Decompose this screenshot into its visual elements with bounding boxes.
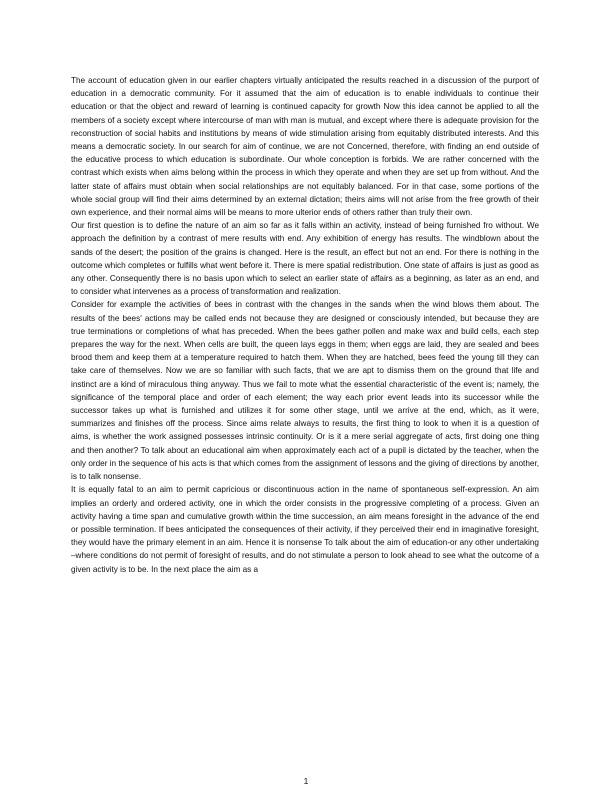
page-number: 1 — [303, 776, 309, 786]
body-text — [71, 74, 539, 576]
paragraph-2: Our first question is to define the nature of an aim so far as it falls within an activity, instead of being furnished fro without. We approach the definition by a contrast of mere results with end. Any exhibition of energy has results. The windblown about the sands of the desert; the position of the grains is changed. Here is the result, an effect but not an end. For there is nothing in the outcome which completes or fulfills what went before it. There is mere spatial redistribution. One state of affairs is just as good as any other. Consequently there is no basis upon which to select an earlier state of affairs as a beginning, as later as an end, and to consider what intervenes as a process of transformation and realization. — [71, 221, 539, 297]
paragraph-1: The account of education given in our earlier chapters virtually anticipated the results reached in a discussion of the purport of education in a democratic community. For it assumed that the aim of education is to enable individuals to continue their education or that the object and reward of learning is continued capacity for growth Now this idea cannot be applied to all the members of a society except where intercourse of man with man is mutual, and except where there is adequate provision for the reconstruction of social habits and institutions by means of wide stimulation arising from equitably distributed interests. And this means a democratic society. In our search for aim of continue, we are not Concerned, therefore, with finding an end outside of the educative process to which education is subordinate. Our whole conception is forbids. We are rather concerned with the contrast which exists when aims belong within the process in which they operate and when they are set up from without. And the latter state of affairs must obtain when social relationships are not equitably balanced. For in that case, some portions of the whole social group will find their aims determined by an external dictation; theirs aims will not arise from the free growth of their own experience, and their normal aims will be means to more ulterior ends of others rather than truly their own. — [71, 76, 539, 218]
paragraph-4: It is equally fatal to an aim to permit capricious or discontinuous action in the name of spontaneous self-expression. An aim implies an orderly and ordered activity, one in which the order consists in the progressive completing of a process. Given an activity having a time span and cumulative growth within the time succession, an aim means foresight in the advance of the end or possible termination. If bees anticipated the consequences of their activity, if they perceived their end in imaginative foresight, they would have the primary element in an aim. Hence it is nonsense To talk about the aim of education-or any other undertaking –where conditions do not permit of foresight of results, and do not stimulate a person to look ahead to see what the outcome of a given activity is to be. In the next place the aim as a — [71, 485, 539, 574]
paragraph-3: Consider for example the activities of bees in contrast with the changes in the sands when the wind blows them about. The results of the bees' actions may be called ends not because they are designed or consciously intended, but because they are true terminations or completions of what has preceded. When the bees gather pollen and make wax and build cells, each step prepares the way for the next. When cells are built, the queen lays eggs in them; when eggs are laid, they are sealed and bees brood them and keep them at a temperature required to hatch them. When they are hatched, bees feed the young till they can take care of themselves. Now we are so familiar with such facts, that we are apt to dismiss them on the ground that life and instinct are a kind of miraculous thing anyway. Thus we fail to mote what the essential characteristic of the event is; namely, the significance of the temporal place and order of each element; the way each prior event leads into its successor while the successor takes up what is furnished and utilizes it for some other stage, until we arrive at the end, which, as it were, summarizes and finishes off the process. Since aims relate always to results, the first thing to look to when it is a question of aims, is whether the work assigned possesses intrinsic continuity. Or is it a mere serial aggregate of acts, first doing one thing and then another? To talk about an educational aim when approximately each act of a pupil is dictated by the teacher, when the only order in the sequence of his acts is that which comes from the assignment of lessons and the giving of directions by another, is to talk nonsense. — [71, 300, 539, 482]
